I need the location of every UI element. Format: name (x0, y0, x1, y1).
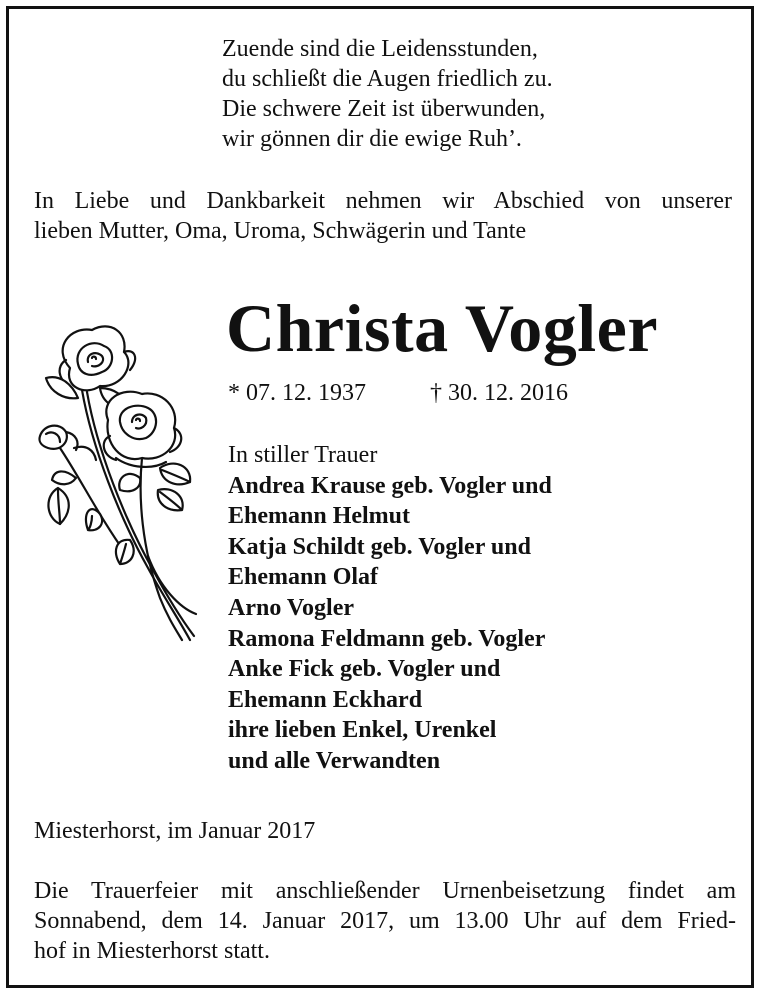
mourners-block (228, 440, 552, 777)
service-line: Sonnabend, dem 14. Januar 2017, um 13.00 Uhr auf dem Fried- (34, 908, 736, 934)
intro-text (34, 186, 732, 246)
poem-line: wir gönnen dir die ewige Ruh’. (222, 126, 522, 152)
intro-line: lieben Mutter, Oma, Uroma, Schwägerin und Tante (34, 218, 527, 244)
poem-line: Die schwere Zeit ist überwunden, (222, 96, 546, 122)
mourners-heading: In stiller Trauer (228, 442, 378, 468)
deceased-name: Christa Vogler (226, 290, 658, 366)
mourner-line: und alle Verwandten (228, 747, 441, 774)
poem (222, 34, 553, 154)
mourner-line: Ehemann Olaf (228, 564, 379, 591)
place-date: Miesterhorst, im Januar 2017 (34, 818, 316, 844)
birth-date: * 07. 12. 1937 (228, 380, 366, 406)
service-info (34, 876, 736, 966)
mourner-line: ihre lieben Enkel, Urenkel (228, 717, 497, 744)
life-dates (228, 378, 568, 408)
poem-line: du schließt die Augen friedlich zu. (222, 66, 553, 92)
service-line: hof in Miesterhorst statt. (34, 938, 270, 964)
mourner-line: Ehemann Eckhard (228, 686, 423, 713)
mourner-line: Andrea Krause geb. Vogler und (228, 472, 552, 499)
mourner-line: Ehemann Helmut (228, 503, 411, 530)
mourner-line: Katja Schildt geb. Vogler und (228, 533, 531, 560)
roses-icon (30, 318, 200, 650)
service-line: Die Trauerfeier mit anschließender Urnenbeisetzung findet am (34, 878, 736, 904)
intro-line: In Liebe und Dankbarkeit nehmen wir Abschied von unserer (34, 188, 732, 214)
mourner-line: Anke Fick geb. Vogler und (228, 656, 501, 683)
mourner-line: Arno Vogler (228, 594, 354, 621)
poem-line: Zuende sind die Leidensstunden, (222, 36, 538, 62)
death-date: † 30. 12. 2016 (430, 380, 568, 406)
mourner-line: Ramona Feldmann geb. Vogler (228, 625, 546, 652)
